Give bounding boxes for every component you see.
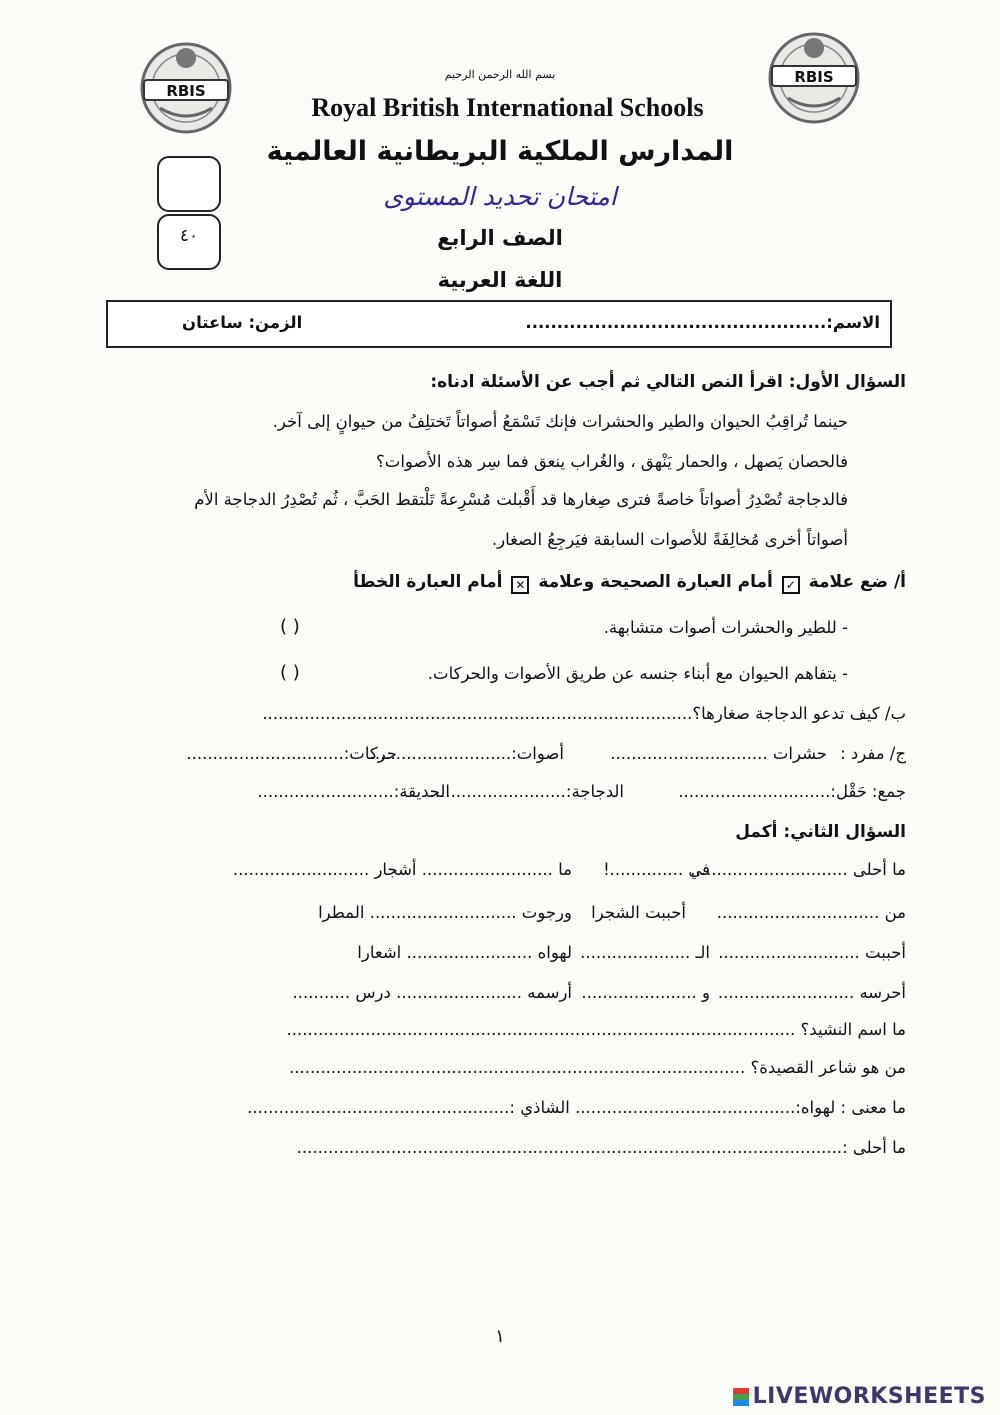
poem-cell[interactable]: أرسمه ........................ درس ........... — [292, 983, 572, 1002]
q2-question-poet[interactable]: من هو شاعر القصيدة؟ ....................................................................................... — [288, 1058, 906, 1077]
poem-cell[interactable]: أحرسه .......................... — [717, 983, 906, 1002]
question-2-title: السؤال الثاني: أكمل — [735, 822, 906, 842]
statement-2: - يتفاهم الحيوان مع أبناء جنسه عن طريق الأصوات والحركات. — [427, 664, 848, 683]
statement-1: - للطير والحشرات أصوات متشابهة. — [603, 618, 848, 637]
total-score: ٤٠ — [179, 226, 199, 246]
part-d-label: جمع: — [871, 782, 906, 801]
part-b-question[interactable]: ب/ كيف تدعو الدجاجة صغارها؟.................................................................................. — [262, 704, 906, 723]
part-a-suffix: أمام العبارة الخطأ — [353, 572, 503, 592]
poem-cell[interactable]: ما أحلى .............................. — [690, 860, 906, 879]
watermark — [733, 1384, 986, 1409]
bismillah: بسم الله الرحمن الرحيم — [444, 68, 556, 81]
poem-cell[interactable]: في ..............! — [603, 860, 710, 879]
liveworksheets-icon — [733, 1388, 749, 1406]
singular-insects[interactable]: حشرات .............................. — [610, 744, 827, 763]
part-a-instruction — [353, 572, 906, 594]
passage-line: أصواتاً أخرى مُخالِفَةً للأصوات السابقة فيَرجِعُ الصغار. — [491, 530, 848, 549]
answer-slot-2[interactable]: ( ) — [280, 662, 300, 683]
school-name-en: Royal British International Schools — [311, 93, 704, 122]
passage-line: فالدجاجة تُصْدِرُ أصواتاً خاصةً فترى صِغارها قد أَقْبلت مُسْرِعةً تَلْتقط الحَبَّ ، ثُم تُصْدِرُ الدجاجة الأم — [194, 490, 848, 509]
q2-question-meaning[interactable]: ما معنى : لهواه:.......................................... الشاذي :.................................................. — [247, 1098, 906, 1117]
passage-line: فالحصان يَصهل ، والحمار يَنْهق ، والغُراب ينعق فما سِر هذه الأصوات؟ — [376, 452, 848, 471]
singular-sounds[interactable]: أصوات:........................... — [369, 744, 564, 763]
exam-title: امتحان تحديد المستوى — [383, 182, 617, 211]
name-field[interactable]: الاسم:................................................ — [525, 313, 880, 332]
poem-cell[interactable]: أحببت ........................... — [718, 943, 906, 962]
subject-label: اللغة العربية — [437, 268, 563, 292]
question-1-title: السؤال الأول: اقرأ النص التالي ثم أجب عن الأسئلة ادناه: — [430, 372, 906, 392]
plural-garden[interactable]: الحديقة:.......................... — [257, 782, 450, 801]
q2-question-how-sweet[interactable]: ما أحلى :........................................................................................................ — [296, 1138, 906, 1157]
poem-cell[interactable]: ورجوت ............................ المطرا — [318, 903, 572, 922]
poem-cell: أحببت الشجرا — [591, 903, 686, 922]
grade-label: الصف الرابع — [437, 226, 563, 250]
poem-cell[interactable]: لهواه ........................ اشعارا — [357, 943, 572, 962]
poem-cell[interactable]: من ............................... — [716, 903, 906, 922]
part-a-prefix: أ/ ضع علامة — [808, 572, 906, 592]
singular-movements[interactable]: حركات:.............................. — [186, 744, 397, 763]
answer-slot-1[interactable]: ( ) — [280, 616, 300, 637]
passage-line: حينما تُراقِبُ الحيوان والطير والحشرات فإنك تَسْمَعُ أصواتاً تَختلِفُ من حيوانٍ إلى آخر. — [272, 412, 848, 431]
watermark-text: LIVEWORKSHEETS — [752, 1384, 986, 1409]
score-box[interactable] — [157, 156, 221, 212]
time-label: الزمن: ساعتان — [182, 313, 303, 332]
plural-hen[interactable]: الدجاجة:.......................... — [429, 782, 624, 801]
part-a-mid: أمام العبارة الصحيحة وعلامة — [538, 572, 773, 592]
school-name-ar: المدارس الملكية البريطانية العالمية — [266, 136, 734, 167]
student-info-bar — [106, 300, 892, 348]
check-box-icon: ✓ — [782, 576, 800, 594]
poem-cell[interactable]: و ...................... — [581, 983, 710, 1002]
part-c-label: ج/ مفرد : — [840, 744, 906, 763]
q2-question-anthem-name[interactable]: ما اسم النشيد؟ ................................................................................................. — [286, 1020, 906, 1039]
logo-text: RBIS — [166, 82, 206, 100]
poem-cell[interactable]: الـ ..................... — [580, 943, 710, 962]
cross-box-icon: ✕ — [511, 576, 529, 594]
logo-text: RBIS — [794, 68, 834, 86]
poem-cell[interactable]: ما ......................... أشجار .......................... — [232, 860, 572, 879]
page-number: ١ — [495, 1326, 505, 1347]
plural-field[interactable]: حَقْل:............................. — [678, 782, 867, 801]
